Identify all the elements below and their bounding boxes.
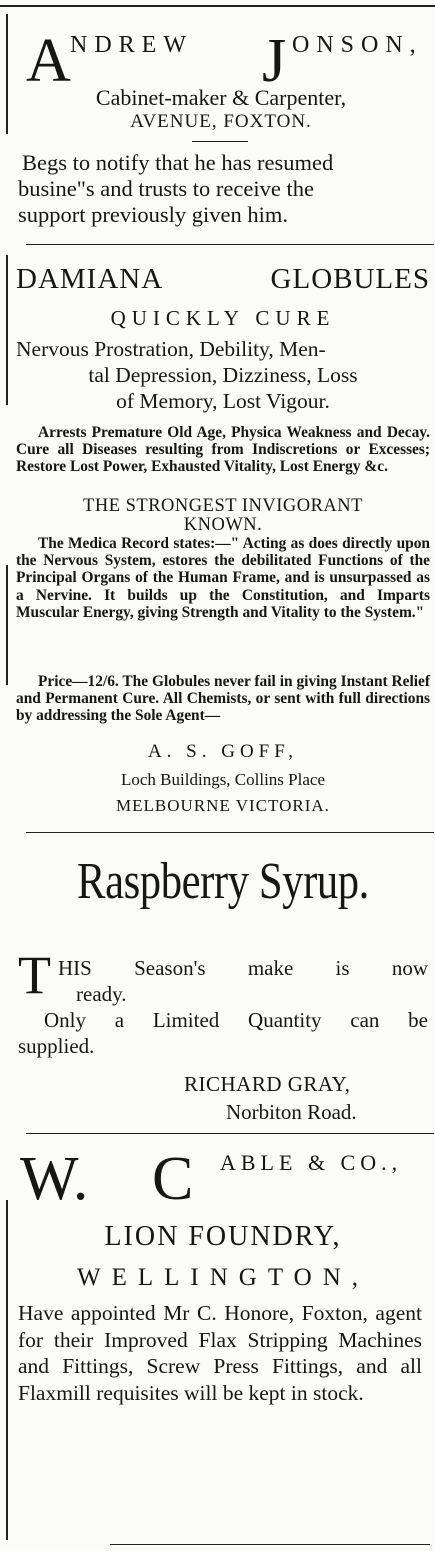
initial-j: J	[262, 27, 287, 95]
name-last: ONSON,	[292, 32, 423, 58]
syrup-line: Only a Limited Quantity can be	[44, 1008, 428, 1032]
initial-a: A	[26, 27, 71, 95]
seller-address: Norbiton Road.	[226, 1100, 357, 1124]
bottom-divider	[110, 1544, 430, 1545]
price-paragraph: Price—12/6. The Globules never fail in giving Instant Relief and Permanent Cure. All Chemists, or sent with full directions by addressing the Sole Agent—	[16, 673, 430, 725]
strongest-line: THE STRONGEST INVIGORANT	[83, 496, 363, 516]
lead-line: tal Depression, Dizziness, Loss	[88, 363, 358, 387]
initial-w: W.	[20, 1145, 89, 1213]
arrests-paragraph: Arrests Premature Old Age, Physica Weakness and Decay. Cure all Diseases resulting from Indiscretions or Excesses; Restore Lost Power, Exhausted Vitality, Lost Energy &c.	[16, 424, 430, 476]
lead-line: of Memory, Lost Vigour.	[116, 389, 330, 413]
cable-body-text: Have appointed Mr C. Honore, Foxton, agent for their Improved Flax Stripping Machines and Fittings, Screw Press Fittings, and all Flaxmill requisites will be kept in stock.	[18, 1301, 422, 1405]
syrup-line: supplied.	[18, 1034, 95, 1058]
left-margin-line	[6, 255, 8, 405]
trade-line: Cabinet-maker & Carpenter,	[95, 85, 347, 110]
notice-line: support previously given him.	[18, 202, 288, 227]
lead-line: Nervous Prostration, Debility, Men-	[16, 337, 326, 361]
left-margin-line	[6, 1200, 8, 1540]
section-divider	[26, 244, 434, 245]
title-left: DAMIANA	[16, 263, 164, 295]
notice-line: busine"s and trusts to receive the	[18, 176, 314, 201]
section-divider	[26, 832, 434, 833]
agent-name: A. S. GOFF,	[147, 741, 299, 762]
quickly-cure: QUICKLY CURE	[110, 306, 336, 330]
top-border-rule	[0, 5, 435, 7]
dropcap-t: T	[18, 945, 51, 1005]
medical-record-paragraph: The Medica Record states:—" Acting as does directly upon the Nervous System, estores the debilitated Functions of the Principal Organs of the Human Frame, and is unsurpassed as a Nervine. It builds up the Constitution, and Imparts Muscular Energy, giving Strength and Vitality to the System."	[16, 535, 430, 621]
syrup-line: ready.	[76, 982, 127, 1006]
raspberry-title: Raspberry Syrup.	[77, 853, 369, 910]
name-first: NDREW	[70, 32, 193, 58]
notice-line: Begs to notify that he has resumed	[22, 150, 334, 175]
syrup-line: HIS Season's make is now	[58, 956, 428, 980]
agent-address: Loch Buildings, Collins Place	[121, 770, 325, 789]
agent-city: MELBOURNE VICTORIA.	[116, 796, 330, 815]
address-line: AVENUE, FOXTON.	[130, 111, 312, 132]
cable-top-line: ABLE & CO.,	[220, 1150, 403, 1175]
section-divider	[26, 1133, 434, 1134]
damiana-title	[16, 262, 430, 296]
seller-name: RICHARD GRAY,	[184, 1072, 351, 1096]
left-margin-line	[6, 14, 8, 134]
strongest-line: KNOWN.	[183, 515, 263, 535]
left-margin-line	[6, 565, 8, 685]
foundry-name: LION FOUNDRY,	[104, 1221, 342, 1252]
short-divider	[192, 141, 248, 142]
initial-c: C	[152, 1145, 194, 1213]
title-right: GLOBULES	[270, 263, 430, 295]
city-name: WELLINGTON,	[76, 1264, 370, 1291]
